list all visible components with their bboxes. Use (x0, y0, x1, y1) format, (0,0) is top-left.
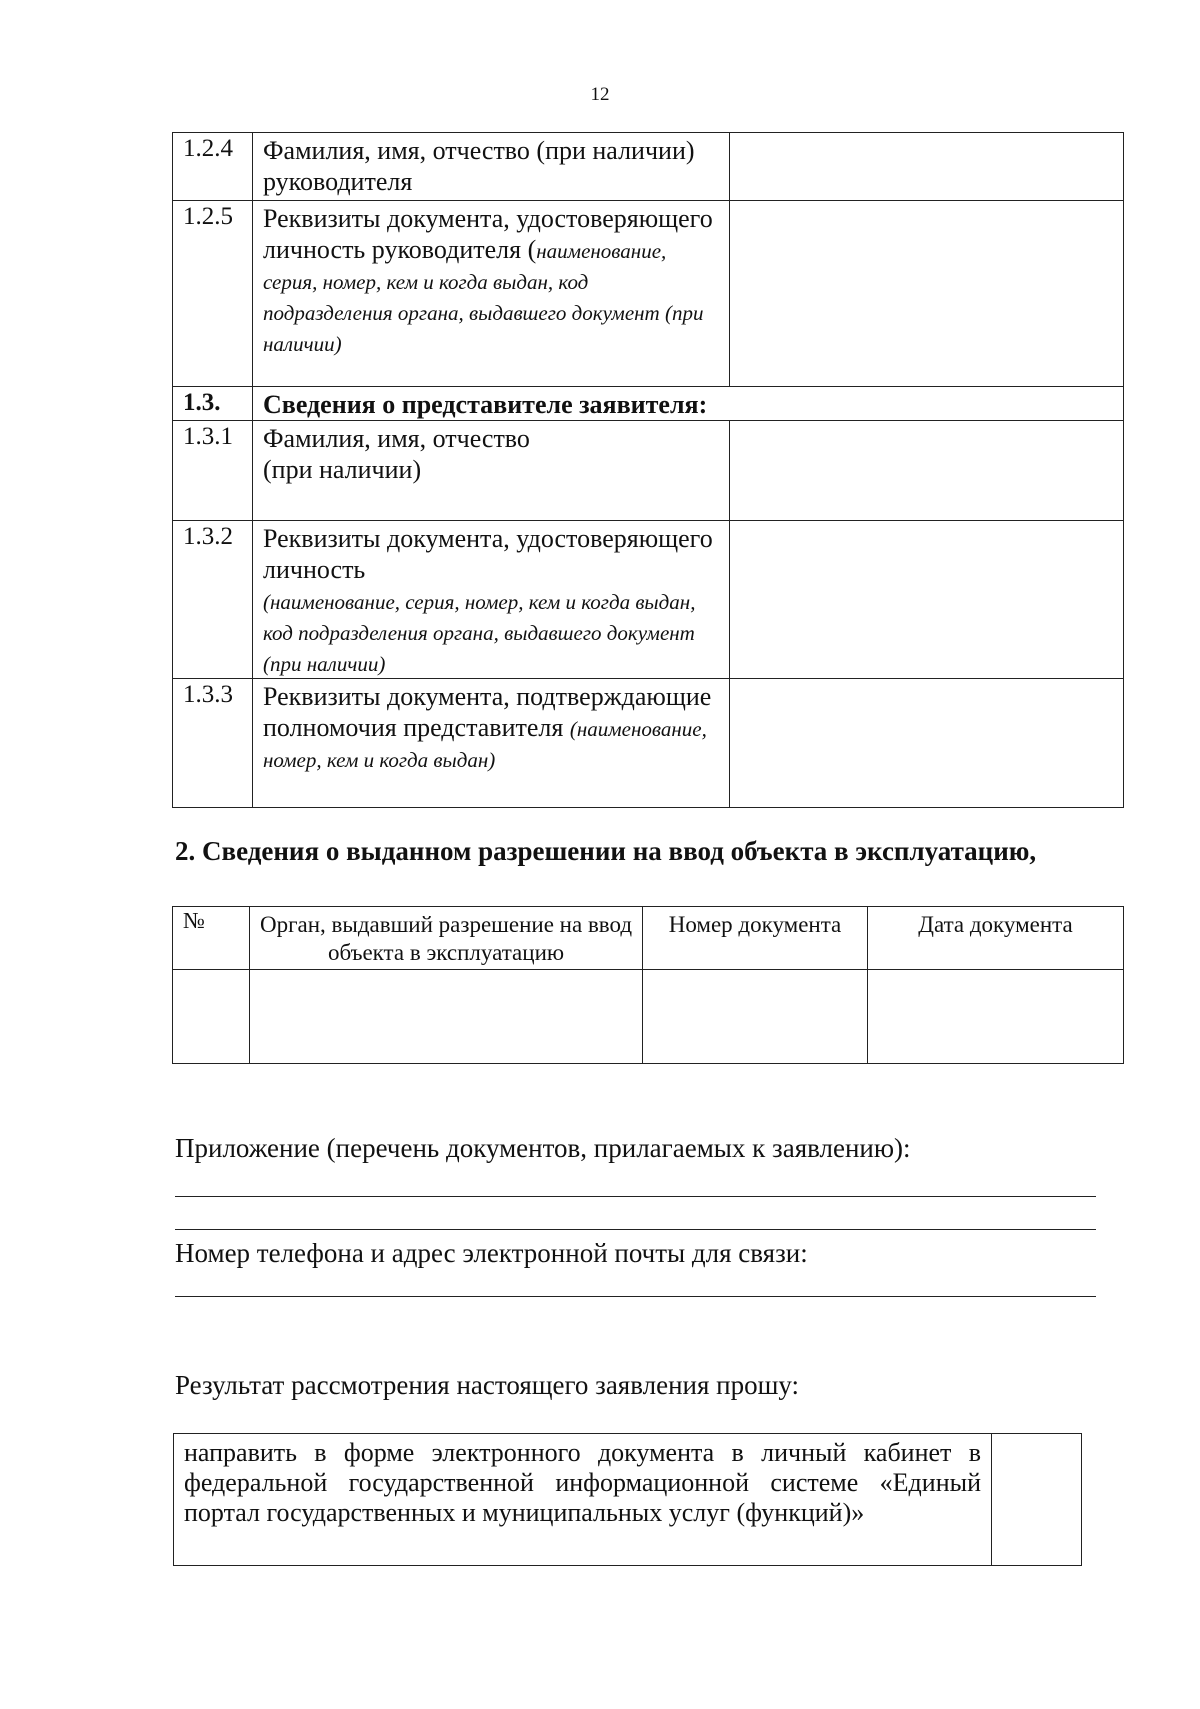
row-label-note: наименование, серия, номер, кем и когда выдан, код подразделения органа, выдавшего документ (при наличии) (263, 239, 704, 356)
row-label-note: (наименование, номер, кем и когда выдан) (263, 717, 707, 772)
appendix-line-2[interactable] (175, 1229, 1096, 1230)
applicant-details-table (172, 132, 1124, 808)
col-header-authority: Орган, выдавший разрешение на ввод объекта в эксплуатацию (250, 907, 643, 970)
appendix-label: Приложение (перечень документов, прилагаемых к заявлению): (175, 1133, 911, 1163)
table-row (174, 1434, 1082, 1566)
table-row (173, 133, 1124, 201)
result-options-table (173, 1433, 1082, 1566)
appendix-line-1[interactable] (175, 1196, 1096, 1197)
section-2-title: 2. Сведения о выданном разрешении на ввод объекта в эксплуатацию, (175, 836, 1037, 866)
table-row (173, 387, 1124, 421)
row-number: 1.3.2 (173, 521, 253, 679)
row-number: 1.2.5 (173, 201, 253, 387)
result-label: Результат рассмотрения настоящего заявления прошу: (175, 1370, 800, 1400)
value-cell-1-2-5[interactable] (730, 201, 1124, 387)
row-number: 1.3. (173, 387, 253, 421)
row-label (253, 201, 730, 387)
row-number: 1.2.4 (173, 133, 253, 201)
row-label-text: Реквизиты документа, подтверждающие полномочия представителя (263, 682, 712, 742)
table-row (173, 970, 1124, 1064)
cell-number[interactable] (173, 970, 250, 1064)
contact-label: Номер телефона и адрес электронной почты для связи: (175, 1238, 808, 1268)
section-heading: Сведения о представителе заявителя: (253, 387, 1124, 421)
cell-doc-number[interactable] (643, 970, 868, 1064)
value-cell-1-2-4[interactable] (730, 133, 1124, 201)
row-label-text: Реквизиты документа, удостоверяющего личность руководителя ( (263, 204, 713, 264)
row-number: 1.3.3 (173, 679, 253, 808)
col-header-number: № (173, 907, 250, 970)
cell-doc-date[interactable] (868, 970, 1124, 1064)
result-option-text: направить в форме электронного документа в личный кабинет в федеральной государственной информационной системе «Единый портал государственных и муниципальных услуг (функций)» (174, 1434, 992, 1566)
value-cell-1-3-1[interactable] (730, 421, 1124, 521)
row-label-text: Реквизиты документа, удостоверяющего личность (263, 524, 713, 584)
permit-table (172, 906, 1124, 1064)
row-label (253, 679, 730, 808)
result-option-checkbox[interactable] (992, 1434, 1082, 1566)
row-label (253, 521, 730, 679)
value-cell-1-3-2[interactable] (730, 521, 1124, 679)
col-header-doc-number: Номер документа (643, 907, 868, 970)
page-number: 12 (590, 84, 610, 105)
table-header-row (173, 907, 1124, 970)
table-row (173, 679, 1124, 808)
cell-authority[interactable] (250, 970, 643, 1064)
row-label: Фамилия, имя, отчество (при наличии) руководителя (253, 133, 730, 201)
value-cell-1-3-3[interactable] (730, 679, 1124, 808)
row-number: 1.3.1 (173, 421, 253, 521)
table-row (173, 201, 1124, 387)
col-header-doc-date: Дата документа (868, 907, 1124, 970)
table-row (173, 521, 1124, 679)
table-row (173, 421, 1124, 521)
row-label: Фамилия, имя, отчество (при наличии) (253, 421, 730, 521)
contact-line[interactable] (175, 1296, 1096, 1297)
row-label-note: (наименование, серия, номер, кем и когда выдан, код подразделения органа, выдавшего документ (при наличии) (263, 590, 696, 676)
